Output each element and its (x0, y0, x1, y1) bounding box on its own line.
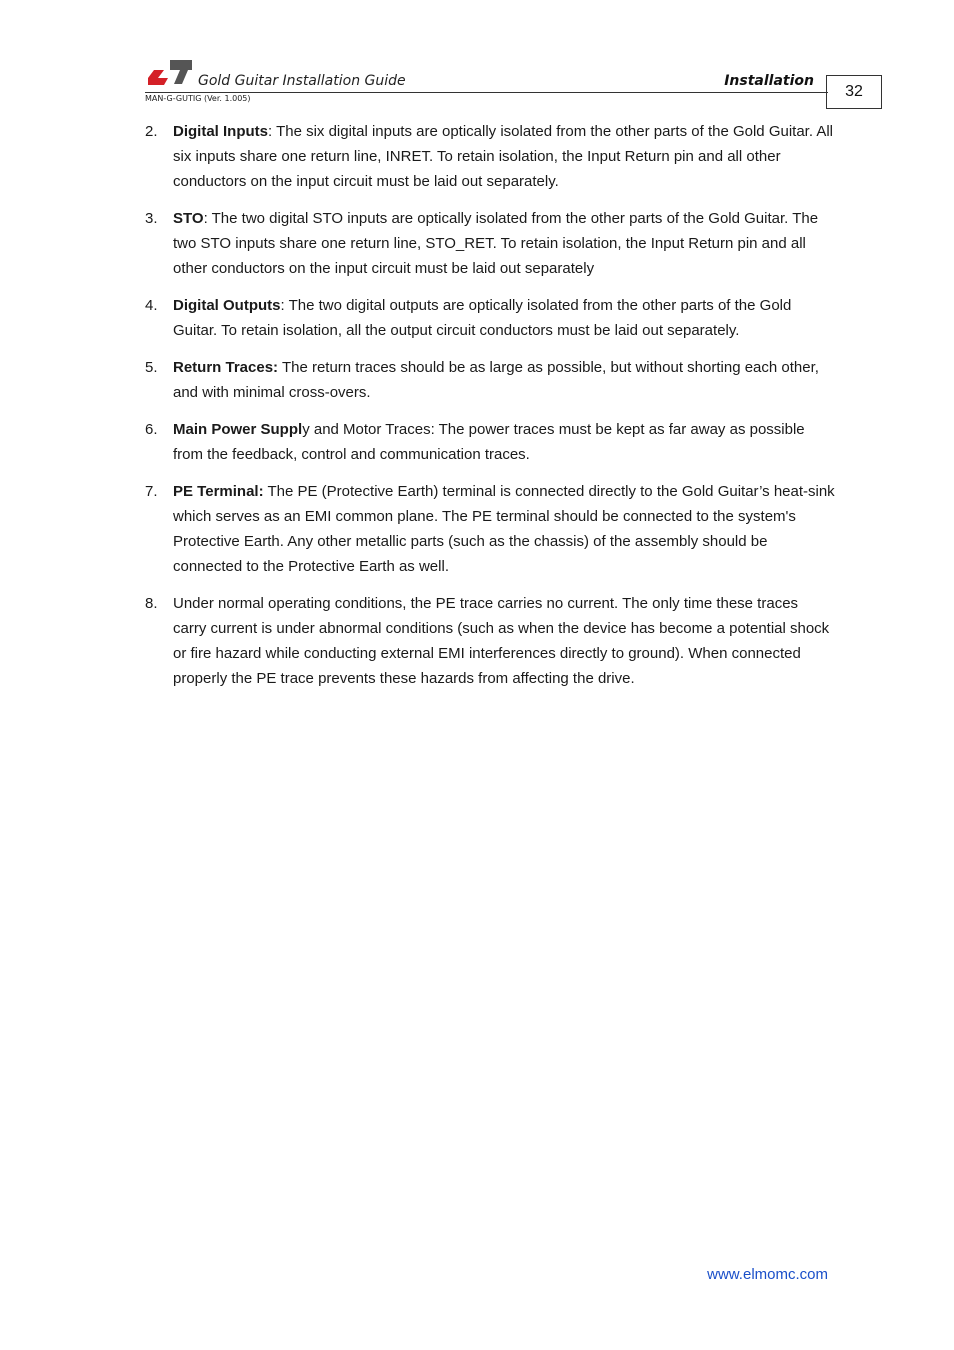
item-text: : The two digital outputs are optically isolated from the other parts of the Gold Guitar. To retain isolation, all the output circuit conductors must be laid out separately. (173, 297, 792, 339)
item-label: Return Traces: (173, 359, 279, 376)
item-number: 5. (145, 359, 158, 376)
page-header (145, 56, 828, 106)
item-label: Digital Inputs (173, 123, 268, 140)
list-item (145, 119, 835, 194)
item-text: The return traces should be as large as possible, but without shorting each other, and with minimal cross-overs. (173, 359, 819, 401)
item-number: 4. (145, 297, 158, 314)
section-title: Installation (724, 73, 814, 89)
item-number: 8. (145, 595, 158, 612)
item-text: The PE (Protective Earth) terminal is connected directly to the Gold Guitar’s heat-sink which serves as an EMI common plane. The PE terminal should be connected to the system's Protective Earth. Any other metallic parts (such as the chassis) of the assembly should be connected to the Protective Earth as well. (173, 483, 835, 575)
list-item (145, 591, 835, 691)
item-label: STO (173, 210, 204, 227)
header-rule (145, 92, 828, 93)
list-item (145, 355, 835, 405)
elmo-logo (148, 58, 192, 88)
numbered-list (145, 119, 835, 703)
website-link[interactable]: www.elmomc.com (707, 1266, 828, 1283)
item-number: 7. (145, 483, 158, 500)
list-item (145, 417, 835, 467)
list-item (145, 293, 835, 343)
doc-title: Gold Guitar Installation Guide (198, 73, 406, 89)
doc-version: MAN-G-GUTIG (Ver. 1.005) (145, 94, 251, 103)
item-number: 6. (145, 421, 158, 438)
item-text: : The six digital inputs are optically isolated from the other parts of the Gold Guitar. All six inputs share one return line, INRET. To retain isolation, the Input Return pin and all other conductors on the input circuit must be laid out separately. (173, 123, 834, 190)
page-number: 32 (826, 75, 882, 109)
item-number: 3. (145, 210, 158, 227)
list-item (145, 206, 835, 281)
item-text: : The two digital STO inputs are optically isolated from the other parts of the Gold Guitar. The two STO inputs share one return line, STO_RET. To retain isolation, the Input Return pin and all other conductors on the input circuit must be laid out separately (173, 210, 819, 277)
item-text: y and Motor Traces: The power traces must be kept as far away as possible from the feedback, control and communication traces. (173, 421, 805, 463)
item-label: Digital Outputs (173, 297, 281, 314)
item-label: Main Power Suppl (173, 421, 303, 438)
item-label: PE Terminal: (173, 483, 264, 500)
list-item (145, 479, 835, 579)
item-text: Under normal operating conditions, the PE trace carries no current. The only time these traces carry current is under abnormal conditions (such as when the device has become a potential shock or fire hazard while conducting external EMI interferences directly to ground). When connected properly the PE trace prevents these hazards from affecting the drive. (173, 595, 830, 687)
item-number: 2. (145, 123, 158, 140)
